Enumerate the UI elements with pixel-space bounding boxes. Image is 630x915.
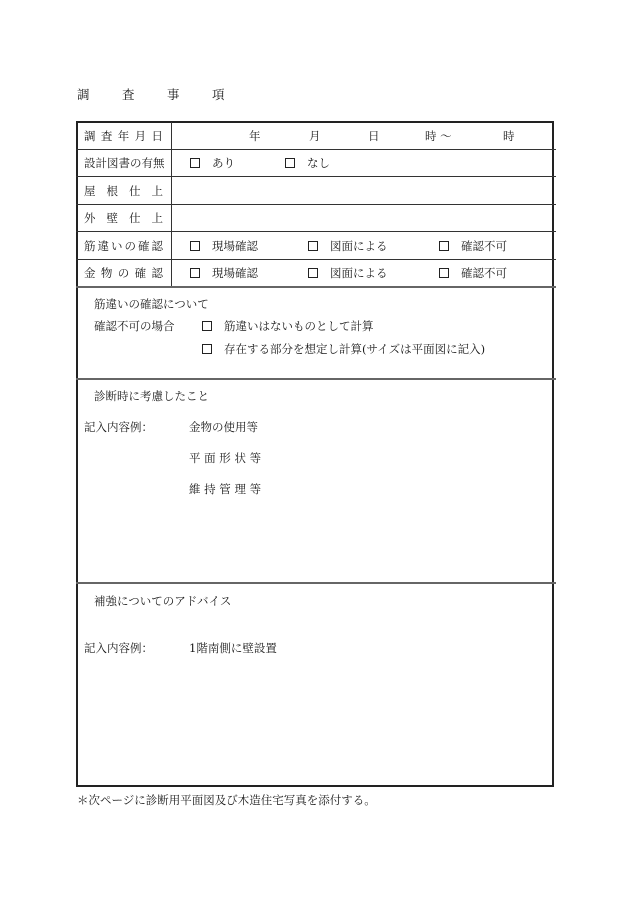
brace-unverifiable-label: 確認不可 (461, 239, 507, 253)
page-title: 調 査 事 項 (77, 87, 235, 102)
diagnosis-example: 平 面 形 状 等 (189, 451, 262, 465)
row-divider (76, 231, 556, 232)
brace-drawing-checkbox[interactable] (308, 239, 318, 253)
brace-section-heading: 筋違いの確認について (94, 297, 209, 311)
hardware-unverifiable-label: 確認不可 (461, 266, 507, 280)
label-char: の (124, 239, 136, 253)
diagnosis-example: 金物の使用等 (189, 420, 258, 434)
label-char: 筋 (84, 239, 96, 253)
design-docs-no-label: なし (307, 156, 330, 170)
hardware-drawing-checkbox[interactable] (308, 266, 318, 280)
label-char: 上 (151, 211, 163, 225)
label-char: 上 (151, 184, 163, 198)
date-to-hour: 時 (503, 129, 515, 143)
advice-example-label: 記入内容例： (84, 641, 153, 655)
design-docs-yes-label: あり (212, 156, 235, 170)
footnote: ＊次ページに診断用平面図及び木造住宅写真を添付する。 (77, 793, 376, 807)
section-divider (76, 378, 556, 380)
section-divider (76, 582, 556, 584)
hardware-drawing-label: 図面による (330, 266, 388, 280)
hardware-unverifiable-checkbox[interactable] (439, 266, 449, 280)
label-design-docs: 設計図書の有無 (84, 156, 165, 170)
label-char: 仕 (129, 184, 141, 198)
section-divider (76, 286, 556, 288)
label-wall-finish (84, 210, 163, 226)
label-char: 壁 (106, 211, 118, 225)
label-char: 違 (97, 239, 109, 253)
hardware-site-checkbox[interactable] (190, 266, 200, 280)
label-char: 屋 (84, 184, 96, 198)
label-hardware-check (84, 265, 163, 281)
date-month: 月 (309, 129, 321, 143)
label-char: い (111, 239, 123, 253)
label-char: 物 (100, 266, 113, 280)
brace-option1-checkbox[interactable] (202, 319, 212, 333)
label-survey-date (84, 128, 163, 144)
row-divider (76, 149, 556, 150)
label-char: 確 (138, 239, 150, 253)
date-day: 日 (368, 129, 380, 143)
label-char: の (117, 266, 130, 280)
label-brace-check (84, 238, 163, 254)
label-char: 日 (151, 129, 163, 143)
advice-example: 1階南側に壁設置 (189, 641, 277, 655)
label-char: 調 (84, 129, 96, 143)
design-docs-yes-checkbox[interactable] (190, 156, 200, 170)
label-char: 外 (84, 211, 96, 225)
label-char: 年 (117, 129, 130, 143)
brace-option1-label: 筋違いはないものとして計算 (224, 319, 374, 333)
row-divider (76, 204, 556, 205)
brace-drawing-label: 図面による (330, 239, 388, 253)
brace-site-checkbox[interactable] (190, 239, 200, 253)
design-docs-no-checkbox[interactable] (285, 156, 295, 170)
hardware-site-label: 現場確認 (212, 266, 258, 280)
diagnosis-example-label: 記入内容例： (84, 420, 153, 434)
label-char: 月 (134, 129, 147, 143)
label-char: 認 (151, 239, 163, 253)
label-char: 仕 (129, 211, 141, 225)
date-from-hour: 時 〜 (425, 129, 452, 143)
label-char: 査 (100, 129, 113, 143)
label-char: 根 (106, 184, 118, 198)
brace-option2-label: 存在する部分を想定し計算(サイズは平面図に記入) (224, 342, 486, 356)
label-char: 確 (134, 266, 147, 280)
diagnosis-section-heading: 診断時に考慮したこと (94, 389, 209, 403)
label-roof-finish (84, 183, 163, 199)
brace-option2-checkbox[interactable] (202, 342, 212, 356)
label-char: 金 (84, 266, 96, 280)
brace-unverifiable-checkbox[interactable] (439, 239, 449, 253)
row-divider (76, 176, 556, 177)
diagnosis-example: 維 持 管 理 等 (189, 482, 262, 496)
brace-site-label: 現場確認 (212, 239, 258, 253)
date-year: 年 (249, 129, 261, 143)
brace-case-label: 確認不可の場合 (94, 319, 175, 333)
label-char: 認 (151, 266, 163, 280)
row-divider (76, 259, 556, 260)
advice-section-heading: 補強についてのアドバイス (94, 594, 232, 608)
